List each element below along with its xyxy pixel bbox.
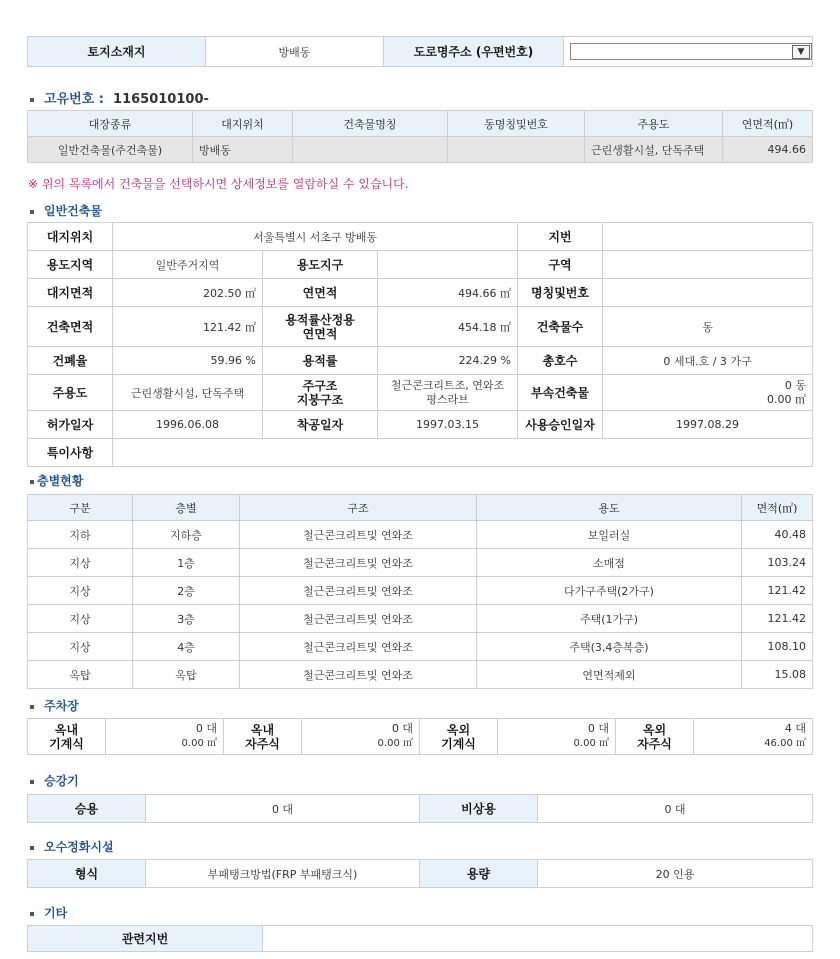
floor-cell-structure: 철근콘크리트및 연와조 xyxy=(240,549,477,577)
unique-number-label: 고유번호 : xyxy=(44,92,104,107)
units-value: 0 세대.호 / 3 가구 xyxy=(603,347,813,375)
building-area-label: 건축면적 xyxy=(28,307,113,347)
parking-heading xyxy=(30,697,79,714)
passenger-elevator-value: 0 대 xyxy=(146,795,420,823)
floor-cell-use: 주택(3,4층복층) xyxy=(477,633,742,661)
cell-ledger-type[interactable]: 일반건축물(주건축물) xyxy=(28,137,193,163)
elevator-table xyxy=(27,794,813,823)
remarks-label: 특이사항 xyxy=(28,439,113,467)
structure-value-line2: 평스라브 xyxy=(426,392,469,406)
floors-heading xyxy=(30,472,83,489)
site-area-label: 대지면적 xyxy=(28,279,113,307)
col-main-use: 주용도 xyxy=(585,111,723,137)
elevator-heading xyxy=(30,772,79,789)
parking-label-line2: 기계식 xyxy=(441,736,476,751)
etc-heading xyxy=(30,904,67,921)
parking-table xyxy=(27,718,813,755)
sewage-capacity-value: 20 인용 xyxy=(538,860,813,888)
parking-count: 0 대 xyxy=(587,722,609,735)
bcr-value: 59.96 % xyxy=(113,347,263,375)
parking-value xyxy=(106,719,224,755)
unique-number-heading xyxy=(30,88,209,107)
structure-label-line2: 지붕구조 xyxy=(296,392,344,407)
floor-cell-area: 40.48 xyxy=(742,521,813,549)
emergency-elevator-label: 비상용 xyxy=(420,795,538,823)
cell-building-name[interactable] xyxy=(293,137,448,163)
road-address-select[interactable] xyxy=(570,43,812,60)
start-date-label: 착공일자 xyxy=(263,411,378,439)
building-list-row[interactable] xyxy=(28,137,813,163)
annex-value-line2: 0.00 ㎡ xyxy=(767,392,807,406)
land-location-table xyxy=(27,36,813,67)
floor-cell-division: 지상 xyxy=(28,633,133,661)
parking-label-line1: 옥내 xyxy=(54,722,79,737)
annex-value xyxy=(603,375,813,411)
parking-area: 0.00 ㎡ xyxy=(377,738,413,749)
area-label: 구역 xyxy=(518,251,603,279)
parking-label-line2: 자주식 xyxy=(637,736,672,751)
parking-label-line1: 옥외 xyxy=(446,722,471,737)
parking-label xyxy=(224,719,302,755)
floor-cell-structure: 철근콘크리트및 연와조 xyxy=(240,521,477,549)
parking-area: 0.00 ㎡ xyxy=(181,738,217,749)
floor-cell-use: 소매점 xyxy=(477,549,742,577)
emergency-elevator-value: 0 대 xyxy=(538,795,813,823)
related-lot-value xyxy=(263,926,813,952)
land-location-label: 토지소재지 xyxy=(28,37,206,67)
parking-value xyxy=(694,719,813,755)
floors-title: 층별현황 xyxy=(37,474,84,488)
floor-cell-division: 지상 xyxy=(28,605,133,633)
floor-cell-use: 다가구주택(2가구) xyxy=(477,577,742,605)
main-use-label: 주용도 xyxy=(28,375,113,411)
remarks-value xyxy=(113,439,813,467)
far-area-label-line2: 연면적 xyxy=(302,326,338,341)
passenger-elevator-label: 승용 xyxy=(28,795,146,823)
structure-value xyxy=(378,375,518,411)
district-value xyxy=(378,251,518,279)
table-row xyxy=(28,605,813,633)
parking-value xyxy=(498,719,616,755)
floor-cell-floor: 3층 xyxy=(133,605,240,633)
floor-cell-floor: 4층 xyxy=(133,633,240,661)
floor-cell-floor: 지하층 xyxy=(133,521,240,549)
bcr-label: 건폐율 xyxy=(28,347,113,375)
table-row xyxy=(28,633,813,661)
far-area-value: 454.18 ㎡ xyxy=(378,307,518,347)
bullet-icon xyxy=(30,480,34,484)
permit-date-value: 1996.06.08 xyxy=(113,411,263,439)
floor-cell-division: 옥탑 xyxy=(28,661,133,689)
floor-cell-floor: 옥탑 xyxy=(133,661,240,689)
general-building-table xyxy=(27,222,813,467)
floor-cell-structure: 철근콘크리트및 연와조 xyxy=(240,605,477,633)
col-division: 구분 xyxy=(28,495,133,521)
sewage-heading xyxy=(30,838,114,855)
parking-label-line2: 기계식 xyxy=(49,736,84,751)
parking-count: 0 대 xyxy=(391,722,413,735)
parking-value xyxy=(302,719,420,755)
parking-area: 46.00 ㎡ xyxy=(764,738,806,749)
floor-cell-area: 121.42 xyxy=(742,605,813,633)
far-value: 224.29 % xyxy=(378,347,518,375)
general-building-heading xyxy=(30,202,102,219)
bullet-icon xyxy=(30,780,34,784)
floor-cell-area: 108.10 xyxy=(742,633,813,661)
floor-cell-floor: 2층 xyxy=(133,577,240,605)
selection-note: ※ 위의 목록에서 건축물을 선택하시면 상세정보를 열람하실 수 있습니다. xyxy=(28,177,409,191)
structure-label-line1: 주구조 xyxy=(302,378,338,393)
col-floor: 층별 xyxy=(133,495,240,521)
floor-cell-area: 103.24 xyxy=(742,549,813,577)
sewage-table xyxy=(27,859,813,888)
parking-label-line1: 옥외 xyxy=(642,722,667,737)
parking-label-line1: 옥내 xyxy=(250,722,275,737)
bullet-icon xyxy=(30,98,34,102)
col-site-location: 대지위치 xyxy=(193,111,293,137)
start-date-value: 1997.03.15 xyxy=(378,411,518,439)
annex-label: 부속건축물 xyxy=(518,375,603,411)
col-ledger-type: 대장종류 xyxy=(28,111,193,137)
elevator-title: 승강기 xyxy=(44,774,79,788)
zone-value: 일반주거지역 xyxy=(113,251,263,279)
table-row xyxy=(28,549,813,577)
col-use: 용도 xyxy=(477,495,742,521)
general-building-title: 일반건축물 xyxy=(44,204,102,218)
building-area-value: 121.42 ㎡ xyxy=(113,307,263,347)
floor-cell-area: 121.42 xyxy=(742,577,813,605)
bullet-icon xyxy=(30,705,34,709)
col-dong-name: 동명칭및번호 xyxy=(448,111,585,137)
annex-value-line1: 0 동 xyxy=(784,378,807,392)
sewage-type-value: 부패탱크방법(FRP 부패탱크식) xyxy=(146,860,420,888)
units-label: 총호수 xyxy=(518,347,603,375)
site-area-value: 202.50 ㎡ xyxy=(113,279,263,307)
site-location-value: 서울특별시 서초구 방배동 xyxy=(113,223,518,251)
parking-label xyxy=(616,719,694,755)
floor-cell-structure: 철근콘크리트및 연와조 xyxy=(240,577,477,605)
etc-title: 기타 xyxy=(44,906,68,920)
bullet-icon xyxy=(30,912,34,916)
sewage-type-label: 형식 xyxy=(28,860,146,888)
floor-cell-use: 보일러실 xyxy=(477,521,742,549)
structure-value-line1: 철근콘크리트조, 연와조 xyxy=(390,378,505,392)
far-area-label-line1: 용적률산정용 xyxy=(285,312,355,327)
building-count-value: 동 xyxy=(603,307,813,347)
structure-label xyxy=(263,375,378,411)
bullet-icon xyxy=(30,210,34,214)
floors-table xyxy=(27,494,813,689)
parking-count: 4 대 xyxy=(784,722,806,735)
sewage-title: 오수정화시설 xyxy=(44,840,114,854)
far-label: 용적률 xyxy=(263,347,378,375)
cell-total-area[interactable]: 494.66 xyxy=(723,137,813,163)
col-building-name: 건축물명칭 xyxy=(293,111,448,137)
col-total-area: 연면적(㎡) xyxy=(723,111,813,137)
sewage-capacity-label: 용량 xyxy=(420,860,538,888)
district-label: 용도지구 xyxy=(263,251,378,279)
floor-cell-structure: 철근콘크리트및 연와조 xyxy=(240,633,477,661)
far-area-label xyxy=(263,307,378,347)
unique-number-value: 1165010100- xyxy=(113,92,209,107)
col-area: 면적(㎡) xyxy=(742,495,813,521)
parking-count: 0 대 xyxy=(195,722,217,735)
floor-cell-use: 주택(1가구) xyxy=(477,605,742,633)
floor-cell-structure: 철근콘크리트및 연와조 xyxy=(240,661,477,689)
name-label: 명칭및번호 xyxy=(518,279,603,307)
col-structure: 구조 xyxy=(240,495,477,521)
total-floor-label: 연면적 xyxy=(263,279,378,307)
related-lot-label: 관련지번 xyxy=(28,926,263,952)
zone-label: 용도지역 xyxy=(28,251,113,279)
floor-cell-floor: 1층 xyxy=(133,549,240,577)
building-list-table xyxy=(27,110,813,163)
parking-title: 주차장 xyxy=(44,699,79,713)
etc-table xyxy=(27,925,813,952)
table-row xyxy=(28,521,813,549)
parking-row xyxy=(28,719,813,755)
total-floor-value: 494.66 ㎡ xyxy=(378,279,518,307)
permit-date-label: 허가일자 xyxy=(28,411,113,439)
floor-cell-area: 15.08 xyxy=(742,661,813,689)
road-address-label: 도로명주소 (우편번호) xyxy=(384,37,564,67)
table-row xyxy=(28,661,813,689)
cell-dong-name[interactable] xyxy=(448,137,585,163)
approval-date-value: 1997.08.29 xyxy=(603,411,813,439)
floor-cell-use: 연면적제외 xyxy=(477,661,742,689)
chevron-down-icon[interactable]: ▼ xyxy=(792,45,810,59)
site-location-label: 대지위치 xyxy=(28,223,113,251)
parking-label-line2: 자주식 xyxy=(245,736,280,751)
land-location-value: 방배동 xyxy=(206,37,384,67)
cell-main-use[interactable]: 근린생활시설, 단독주택 xyxy=(585,137,723,163)
lot-label: 지번 xyxy=(518,223,603,251)
road-address-cell xyxy=(564,37,813,67)
cell-site-location[interactable]: 방배동 xyxy=(193,137,293,163)
building-count-label: 건축물수 xyxy=(518,307,603,347)
name-value xyxy=(603,279,813,307)
floor-cell-division: 지상 xyxy=(28,549,133,577)
lot-value xyxy=(603,223,813,251)
floor-cell-division: 지하 xyxy=(28,521,133,549)
bullet-icon xyxy=(30,846,34,850)
main-use-value: 근린생활시설, 단독주택 xyxy=(113,375,263,411)
approval-date-label: 사용승인일자 xyxy=(518,411,603,439)
parking-label xyxy=(420,719,498,755)
floor-cell-division: 지상 xyxy=(28,577,133,605)
table-row xyxy=(28,577,813,605)
area-value xyxy=(603,251,813,279)
parking-label xyxy=(28,719,106,755)
parking-area: 0.00 ㎡ xyxy=(573,738,609,749)
